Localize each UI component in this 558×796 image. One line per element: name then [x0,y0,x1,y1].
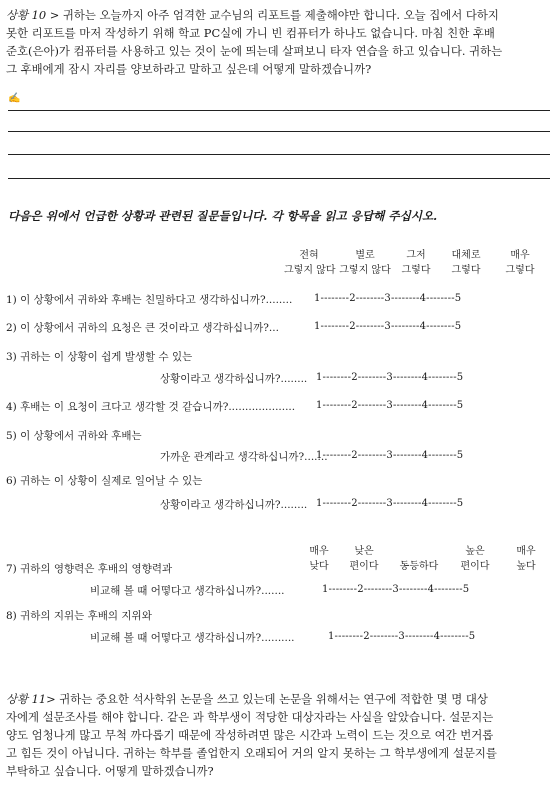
scale-header-2: 별로 그렇지 않다 [339,250,391,276]
question-1-scale[interactable]: 1--------2--------3--------4--------5 [314,293,462,304]
question-2-scale[interactable]: 1--------2--------3--------4--------5 [314,321,462,332]
situation-10-paragraph [6,6,550,78]
scale-header-5: 매우 그렇다 [505,250,535,276]
question-5-text-cont: 가까운 관계라고 생각하십니까?....... [160,451,328,463]
question-8-scale[interactable]: 1--------2--------3--------4--------5 [328,631,476,642]
scale-header-3: 그저 그렇다 [401,250,431,276]
instruction-text: 다음은 위에서 언급한 상황과 관련된 질문들입니다. 각 항목을 읽고 응답해 주십시오. [8,209,438,223]
situation-10-line-1: 상황 10 > 귀하는 오늘까지 아주 엄격한 교수님의 리포트를 제출해야만 합니다. 오늘 집에서 다하지 [6,8,499,22]
scale-header-4: 대체로 그렇다 [451,250,481,276]
answer-line-4[interactable] [8,178,550,179]
situation-10-line-3: 준호(은아)가 컴퓨터를 사용하고 있는 것이 눈에 띄는데 살펴보니 타자 연습을 하고 있습니다. 귀하는 [6,44,503,58]
question-7-scale[interactable]: 1--------2--------3--------4--------5 [322,584,470,595]
question-5-scale[interactable]: 1--------2--------3--------4--------5 [316,450,464,461]
answer-line-3[interactable] [8,154,550,155]
answer-line-2[interactable] [8,131,550,132]
question-8-text-cont: 비교해 볼 때 어떻다고 생각하십니까?.......... [90,632,295,644]
answer-line-1[interactable] [8,110,550,111]
scale-header-1: 전혀 그렇지 않다 [284,250,336,276]
situation-11-line-3: 양도 엄청나게 많고 무척 까다롭기 때문에 작성하려면 많은 시간과 노력이 드는 것으로 여간 번거롭 [6,728,494,742]
question-6-text-cont: 상황이라고 생각하십니까?........ [160,499,308,511]
question-6-text: 6) 귀하는 이 상황이 실제로 일어날 수 있는 [6,475,203,487]
situation-10-line-2: 못한 리포트를 마저 작성하기 위해 학교 PC실에 가니 빈 컴퓨터가 하나도 없습니다. 마침 친한 후배 [6,26,495,40]
question-4-text: 4) 후배는 이 요청이 크다고 생각할 것 같습니까?.................... [6,401,296,413]
question-2-text: 2) 이 상황에서 귀하의 요청은 큰 것이라고 생각하십니까?... [6,322,279,334]
question-7-text-cont: 비교해 볼 때 어떻다고 생각하십니까?....... [90,585,285,597]
question-8-text: 8) 귀하의 지위는 후배의 지위와 [6,610,152,622]
question-6-scale[interactable]: 1--------2--------3--------4--------5 [316,498,464,509]
situation-10-line-4: 그 후배에게 잠시 자리를 양보하라고 말하고 싶은데 어떻게 말하겠습니까? [6,62,372,76]
question-3-text: 3) 귀하는 이 상황이 쉽게 발생할 수 있는 [6,351,193,363]
question-5-text: 5) 이 상황에서 귀하와 후배는 [6,430,142,442]
situation-11-line-4: 고 힘든 것이 아닙니다. 귀하는 학부를 졸업한지 오래되어 거의 알지 못하는 그 학부생에게 설문지를 [6,746,497,760]
situation-11-tag: 상황 11> [6,692,56,706]
situation-10-tag: 상황 10 > [6,8,60,22]
question-1-text: 1) 이 상황에서 귀하와 후배는 친밀하다고 생각하십니까?........ [6,294,293,306]
question-7-text: 7) 귀하의 영향력은 후배의 영향력과 [6,563,173,575]
scale2-header-1: 매우 낮다 [309,546,329,572]
scale2-header-3: 동등하다 [399,561,439,572]
situation-11-line-2: 자에게 설문조사를 해야 합니다. 같은 과 학부생이 적당한 대상자라는 사실을 알았습니다. 설문지는 [6,710,494,724]
question-3-text-cont: 상황이라고 생각하십니까?........ [160,373,308,385]
scale2-header-4: 높은 편이다 [460,546,490,572]
pen-mark-icon: ✍ [8,93,21,104]
question-4-scale[interactable]: 1--------2--------3--------4--------5 [316,400,464,411]
situation-11-line-5: 부탁하고 싶습니다. 어떻게 말하겠습니까? [6,764,214,778]
situation-11-line-1: 상황 11> 귀하는 중요한 석사학위 논문을 쓰고 있는데 논문을 위해서는 연구에 적합한 몇 명 대상 [6,692,488,706]
scale2-header-2: 낮은 편이다 [349,546,379,572]
question-3-scale[interactable]: 1--------2--------3--------4--------5 [316,372,464,383]
scale2-header-5: 매우 높다 [516,546,536,572]
situation-11-paragraph [6,690,550,780]
